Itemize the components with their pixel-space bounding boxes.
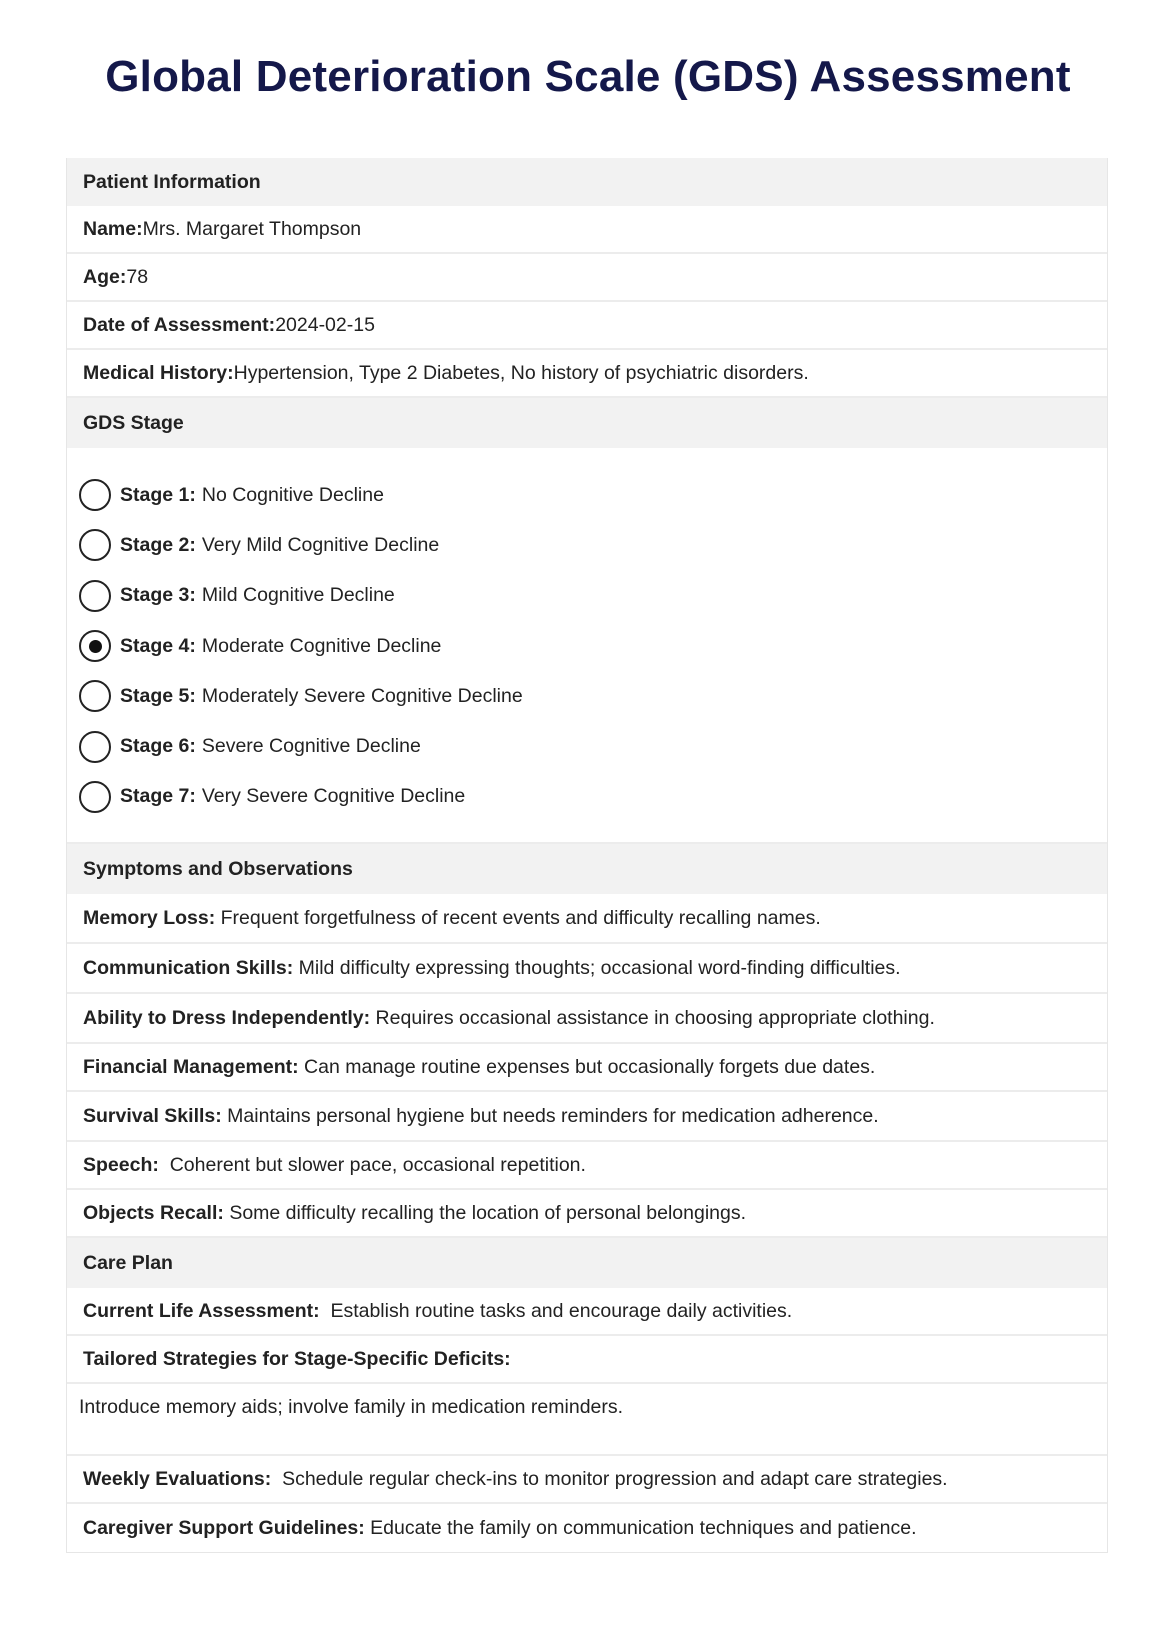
field-label: Caregiver Support Guidelines:	[83, 1516, 365, 1539]
stage-option-1[interactable]	[79, 470, 1095, 520]
radio-button[interactable]	[79, 680, 111, 712]
field-label: Survival Skills:	[83, 1104, 222, 1127]
section-header-care-plan: Care Plan	[67, 1238, 1107, 1288]
stage-label: Stage 2:	[120, 533, 196, 556]
stage-description: Very Severe Cognitive Decline	[201, 785, 466, 808]
symptom-communication-skills	[67, 944, 1107, 994]
field-label: Medical History:	[83, 361, 234, 384]
stage-label: Stage 6:	[120, 735, 196, 758]
field-value[interactable]: Mrs. Margaret Thompson	[142, 217, 362, 240]
radio-button[interactable]	[79, 731, 111, 763]
field-value[interactable]: Maintains personal hygiene but needs reminders for medication adherence.	[227, 1104, 879, 1127]
symptom-objects-recall	[67, 1190, 1107, 1238]
field-value[interactable]: Mild difficulty expressing thoughts; occasional word-finding difficulties.	[298, 956, 901, 979]
field-age	[67, 254, 1107, 302]
symptom-financial-management	[67, 1044, 1107, 1092]
stage-option-7[interactable]	[79, 772, 1095, 822]
field-label: Date of Assessment:	[83, 313, 276, 336]
stage-label: Stage 1:	[120, 483, 196, 506]
section-header-symptoms: Symptoms and Observations	[67, 844, 1107, 894]
symptom-speech	[67, 1142, 1107, 1190]
field-name	[67, 206, 1107, 254]
field-medical-history	[67, 350, 1107, 398]
field-label: Age:	[83, 265, 127, 288]
stage-option-3[interactable]	[79, 571, 1095, 621]
stage-label: Stage 5:	[120, 684, 196, 707]
care-caregiver-support	[67, 1504, 1107, 1552]
field-value[interactable]: 2024-02-15	[275, 313, 375, 336]
field-label: Weekly Evaluations:	[83, 1467, 272, 1490]
radio-button[interactable]	[79, 479, 111, 511]
field-label: Current Life Assessment:	[83, 1299, 320, 1322]
tailored-strategies-textarea[interactable]: Introduce memory aids; involve family in medication reminders.	[67, 1384, 1107, 1456]
care-weekly-evaluations	[67, 1456, 1107, 1504]
radio-button-selected[interactable]	[79, 630, 111, 662]
care-tailored-strategies	[67, 1336, 1107, 1384]
section-header-gds-stage: GDS Stage	[67, 398, 1107, 448]
field-value[interactable]: Coherent but slower pace, occasional repetition.	[169, 1153, 586, 1176]
radio-button[interactable]	[79, 781, 111, 813]
field-label: Financial Management:	[83, 1055, 299, 1078]
symptom-survival-skills	[67, 1092, 1107, 1142]
field-value[interactable]: Some difficulty recalling the location of personal belongings.	[229, 1201, 747, 1224]
field-label: Memory Loss:	[83, 906, 216, 929]
field-label: Ability to Dress Independently:	[83, 1006, 371, 1029]
field-label: Objects Recall:	[83, 1201, 224, 1224]
field-value[interactable]: Educate the family on communication techniques and patience.	[370, 1516, 917, 1539]
field-value[interactable]: Schedule regular check-ins to monitor progression and adapt care strategies.	[282, 1467, 948, 1490]
radio-selected-dot-icon	[89, 640, 102, 653]
radio-button[interactable]	[79, 529, 111, 561]
field-label: Speech:	[83, 1153, 159, 1176]
stage-description: Moderate Cognitive Decline	[201, 634, 442, 657]
field-value[interactable]: Can manage routine expenses but occasionally forgets due dates.	[304, 1055, 876, 1078]
field-label: Tailored Strategies for Stage-Specific Deficits:	[83, 1347, 511, 1370]
gds-stage-radio-group	[67, 448, 1107, 844]
field-value[interactable]: 78	[126, 265, 149, 288]
stage-description: Mild Cognitive Decline	[201, 584, 395, 607]
stage-option-6[interactable]	[79, 721, 1095, 771]
stage-option-4[interactable]	[79, 621, 1095, 671]
field-date-of-assessment	[67, 302, 1107, 350]
field-value[interactable]: Frequent forgetfulness of recent events and difficulty recalling names.	[220, 906, 821, 929]
field-label: Communication Skills:	[83, 956, 294, 979]
radio-button[interactable]	[79, 580, 111, 612]
stage-description: Very Mild Cognitive Decline	[201, 533, 440, 556]
care-current-life-assessment	[67, 1288, 1107, 1336]
stage-description: Severe Cognitive Decline	[201, 735, 421, 758]
assessment-form	[66, 158, 1108, 1553]
stage-label: Stage 7:	[120, 785, 196, 808]
stage-option-5[interactable]	[79, 671, 1095, 721]
symptom-memory-loss	[67, 894, 1107, 944]
field-value[interactable]: Hypertension, Type 2 Diabetes, No history of psychiatric disorders.	[233, 361, 809, 384]
symptom-ability-to-dress	[67, 994, 1107, 1044]
field-value[interactable]: Establish routine tasks and encourage daily activities.	[330, 1299, 793, 1322]
section-header-patient-information: Patient Information	[67, 158, 1107, 206]
stage-label: Stage 4:	[120, 634, 196, 657]
stage-description: No Cognitive Decline	[201, 483, 384, 506]
field-value[interactable]: Requires occasional assistance in choosing appropriate clothing.	[375, 1006, 935, 1029]
stage-description: Moderately Severe Cognitive Decline	[201, 684, 523, 707]
stage-option-2[interactable]	[79, 520, 1095, 570]
stage-label: Stage 3:	[120, 584, 196, 607]
page-title: Global Deterioration Scale (GDS) Assessment	[105, 52, 1071, 101]
field-label: Name:	[83, 217, 143, 240]
